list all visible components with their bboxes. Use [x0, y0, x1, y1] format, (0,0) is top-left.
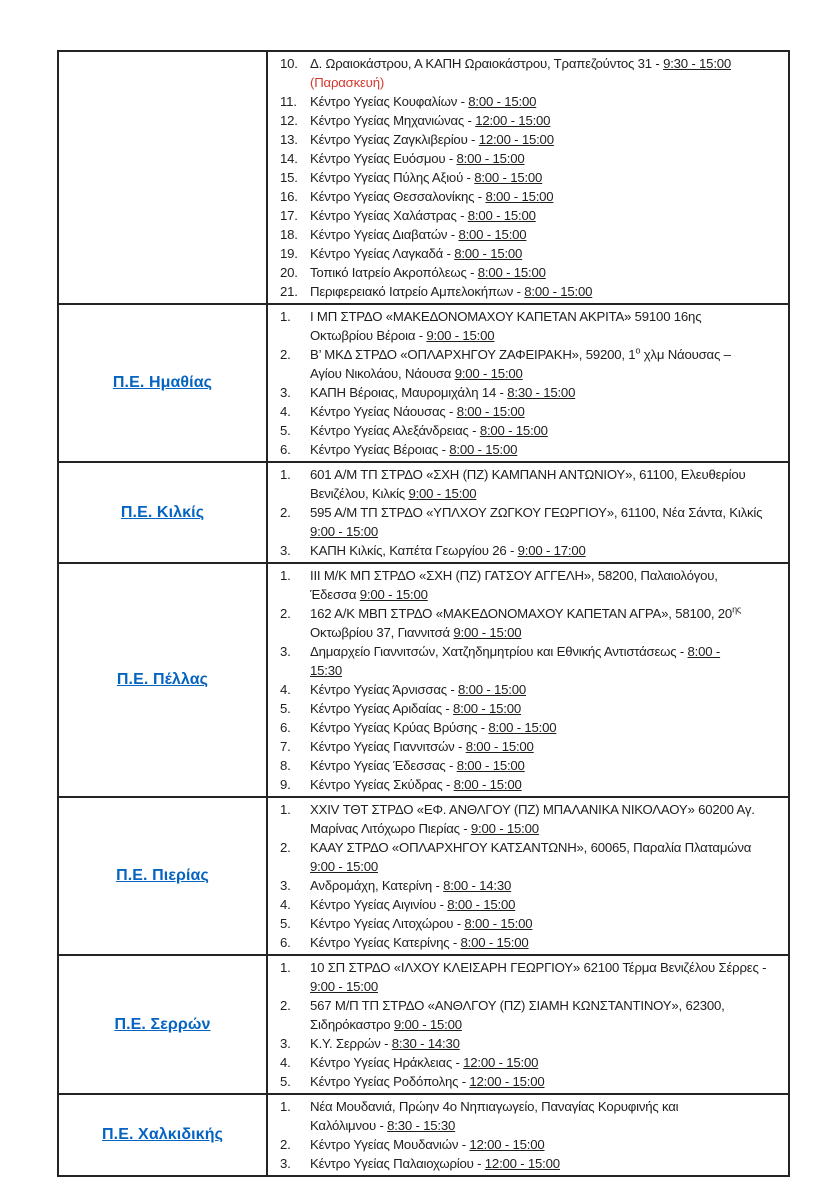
- location-list: [268, 52, 788, 303]
- item-number: 4.: [280, 1055, 291, 1070]
- region-link[interactable]: Π.Ε. Χαλκιδικής: [102, 1126, 223, 1143]
- location-text: Ι ΜΠ ΣΤΡΔΟ «ΜΑΚΕΔΟΝΟΜΑΧΟΥ ΚΑΠΕΤΑΝ ΑΚΡΙΤΑ» 59100 16ης: [310, 309, 702, 324]
- time-range: 8:00 - 15:00: [449, 442, 518, 457]
- list-item: [268, 92, 782, 111]
- location-text: Κέντρο Υγείας Κατερίνης -: [310, 935, 461, 950]
- location-text: Κέντρο Υγείας Κουφαλίων -: [310, 94, 469, 109]
- time-range: 9:00 - 15:00: [310, 524, 378, 539]
- list-item: [268, 914, 782, 933]
- time-range: 12:00 - 15:00: [484, 1156, 560, 1171]
- list-item: [268, 933, 782, 952]
- schedule-table: [57, 50, 790, 1177]
- time-range: 8:30 - 15:30: [387, 1118, 456, 1133]
- time-range: 9:00 - 15:00: [454, 366, 523, 381]
- ordinal-suffix: ης: [732, 604, 742, 615]
- time-range: 9:00 - 15:00: [310, 859, 378, 874]
- list-item: [268, 680, 782, 699]
- time-range: 8:00 - 15:00: [453, 777, 522, 792]
- list-item: [268, 383, 782, 402]
- location-text: Κ.Υ. Σερρών -: [310, 1036, 392, 1051]
- item-number: 3.: [280, 878, 291, 893]
- time-range: 9:00 - 15:00: [310, 979, 378, 994]
- item-number: 6.: [280, 935, 291, 950]
- time-range: 8:00 - 15:00: [458, 227, 527, 242]
- location-text: Κέντρο Υγείας Ηράκλειας -: [310, 1055, 464, 1070]
- location-list: [268, 463, 788, 562]
- region-cell: [59, 798, 268, 954]
- time-range: 12:00 - 15:00: [478, 132, 554, 147]
- region-cell: [59, 52, 268, 303]
- time-range: 9:00 - 15:00: [408, 486, 477, 501]
- list-item: [268, 642, 782, 680]
- location-text: Κέντρο Υγείας Θεσσαλονίκης -: [310, 189, 486, 204]
- location-text: Κέντρο Υγείας Λαγκαδά -: [310, 246, 455, 261]
- list-item: [268, 1034, 782, 1053]
- list-item: [268, 1072, 782, 1091]
- item-number: 10.: [280, 56, 298, 71]
- item-number: 2.: [280, 1137, 291, 1152]
- location-text: Δημαρχείο Γιαννιτσών, Χατζηδημητρίου και Εθνικής Αντιστάσεως -: [310, 644, 688, 659]
- list-item: [268, 775, 782, 794]
- location-text: Κέντρο Υγείας Διαβατών -: [310, 227, 459, 242]
- location-list: [268, 798, 788, 954]
- location-text: Κέντρο Υγείας Ευόσμου -: [310, 151, 457, 166]
- list-item: [268, 876, 782, 895]
- region-link[interactable]: Π.Ε. Ημαθίας: [112, 374, 213, 391]
- time-range: 8:00 - 15:00: [465, 739, 534, 754]
- time-range: 8:00 - 15:00: [456, 151, 525, 166]
- item-number: 2.: [280, 998, 291, 1013]
- list-item: [268, 282, 782, 301]
- item-number: 8.: [280, 758, 291, 773]
- location-text: 567 Μ/Π ΤΠ ΣΤΡΔΟ «ΑΝΘΛΓΟΥ (ΠΖ) ΣΙΑΜΗ ΚΩΝΣΤΑΝΤΙΝΟΥ», 62300,: [310, 998, 725, 1013]
- location-text: Έδεσσα: [310, 587, 360, 602]
- table-row: [59, 562, 788, 796]
- table-row: [59, 796, 788, 954]
- time-range: 8:30 - 15:00: [507, 385, 576, 400]
- time-range: 8:00 - 15:00: [488, 720, 557, 735]
- list-item: [268, 263, 782, 282]
- location-text: Κέντρο Υγείας Βέροιας -: [310, 442, 450, 457]
- location-text: ΚΑΑΥ ΣΤΡΔΟ «ΟΠΛΑΡΧΗΓΟΥ ΚΑΤΣΑΝΤΩΝΗ», 60065, Παραλία Πλαταμώνα: [310, 840, 752, 855]
- list-item: [268, 187, 782, 206]
- time-range: 9:00 - 15:00: [453, 625, 522, 640]
- location-list: [268, 564, 788, 796]
- time-range: 9:00 - 15:00: [470, 821, 539, 836]
- time-range: 8:00 - 15:00: [524, 284, 593, 299]
- time-range: 8:00 - 15:00: [479, 423, 548, 438]
- item-number: 3.: [280, 644, 291, 659]
- time-range: 8:00 - 15:00: [467, 208, 536, 223]
- list-item: [268, 244, 782, 263]
- table-row: [59, 1093, 788, 1175]
- item-number: 3.: [280, 1036, 291, 1051]
- item-number: 5.: [280, 1074, 291, 1089]
- item-number: 20.: [280, 265, 298, 280]
- list-item: [268, 996, 782, 1034]
- location-text: Οκτωβρίου Βέροια -: [310, 328, 427, 343]
- region-cell: [59, 463, 268, 562]
- time-range: 9:30 - 15:00: [663, 56, 732, 71]
- item-number: 5.: [280, 423, 291, 438]
- list-item: [268, 1135, 782, 1154]
- item-number: 21.: [280, 284, 298, 299]
- ordinal-suffix: ο: [635, 345, 641, 356]
- location-text: Σιδηρόκαστρο: [310, 1017, 394, 1032]
- region-link[interactable]: Π.Ε. Πιερίας: [116, 867, 209, 884]
- time-range: 8:00 -: [687, 644, 721, 659]
- item-number: 6.: [280, 720, 291, 735]
- item-number: 14.: [280, 151, 298, 166]
- list-item: [268, 1053, 782, 1072]
- location-text: 601 Α/Μ ΤΠ ΣΤΡΔΟ «ΣΧΗ (ΠΖ) ΚΑΜΠΑΝΗ ΑΝΤΩΝΙΟΥ», 61100, Ελευθερίου: [310, 467, 746, 482]
- item-number: 3.: [280, 385, 291, 400]
- time-range: 8:00 - 14:30: [443, 878, 512, 893]
- list-item: [268, 465, 782, 503]
- list-item: [268, 718, 782, 737]
- location-text: Κέντρο Υγείας Παλαιοχωρίου -: [310, 1156, 485, 1171]
- item-number: 15.: [280, 170, 298, 185]
- time-range: 8:30 - 14:30: [391, 1036, 460, 1051]
- time-range: 8:00 - 15:00: [453, 701, 522, 716]
- time-range: 15:30: [310, 663, 343, 678]
- location-text: χλμ Νάουσας –: [640, 347, 731, 362]
- item-number: 1.: [280, 309, 291, 324]
- list-item: [268, 737, 782, 756]
- time-range: 9:00 - 15:00: [359, 587, 428, 602]
- table-row: [59, 954, 788, 1093]
- location-text: ΚΑΠΗ Βέροιας, Μαυρομιχάλη 14 -: [310, 385, 508, 400]
- time-range: 8:00 - 15:00: [456, 758, 525, 773]
- list-item: [268, 54, 782, 92]
- location-text: Κέντρο Υγείας Ζαγκλιβερίου -: [310, 132, 479, 147]
- location-text: Κέντρο Υγείας Μηχανιώνας -: [310, 113, 476, 128]
- item-number: 12.: [280, 113, 298, 128]
- list-item: [268, 895, 782, 914]
- location-text: Κέντρο Υγείας Κρύας Βρύσης -: [310, 720, 489, 735]
- location-text: Κέντρο Υγείας Αιγινίου -: [310, 897, 448, 912]
- location-text: Κέντρο Υγείας Πύλης Αξιού -: [310, 170, 475, 185]
- list-item: [268, 800, 782, 838]
- item-number: 2.: [280, 347, 291, 362]
- location-list: [268, 305, 788, 461]
- item-number: 5.: [280, 916, 291, 931]
- list-item: [268, 756, 782, 775]
- location-text: Κέντρο Υγείας Σκύδρας -: [310, 777, 454, 792]
- item-number: 9.: [280, 777, 291, 792]
- time-range: 8:00 - 15:00: [460, 935, 529, 950]
- list-item: [268, 699, 782, 718]
- location-text: ΚΑΠΗ Κιλκίς, Καπέτα Γεωργίου 26 -: [310, 543, 518, 558]
- region-link[interactable]: Π.Ε. Σερρών: [114, 1015, 211, 1033]
- location-text: Κέντρο Υγείας Χαλάστρας -: [310, 208, 468, 223]
- item-number: 2.: [280, 606, 291, 621]
- list-item: [268, 1154, 782, 1173]
- region-cell: [59, 956, 268, 1093]
- list-item: [268, 440, 782, 459]
- time-range: 8:00 - 15:00: [464, 916, 533, 931]
- location-text: Καλόλιμνου -: [310, 1118, 388, 1133]
- location-text: Κέντρο Υγείας Νάουσας -: [310, 404, 457, 419]
- time-range: 8:00 - 15:00: [477, 265, 546, 280]
- time-range: 12:00 - 15:00: [463, 1055, 539, 1070]
- location-text: Κέντρο Υγείας Ροδόπολης -: [310, 1074, 470, 1089]
- table-row: [59, 303, 788, 461]
- time-range: 12:00 - 15:00: [469, 1074, 545, 1089]
- region-link[interactable]: Π.Ε. Πέλλας: [116, 671, 209, 688]
- list-item: [268, 503, 782, 541]
- day-note: (Παρασκευή): [310, 75, 385, 90]
- list-item: [268, 345, 782, 383]
- region-cell: [59, 1095, 268, 1175]
- item-number: 1.: [280, 1099, 291, 1114]
- region-cell: [59, 305, 268, 461]
- location-text: Κέντρο Υγείας Έδεσσας -: [310, 758, 457, 773]
- location-text: Κέντρο Υγείας Αριδαίας -: [310, 701, 454, 716]
- item-number: 1.: [280, 960, 291, 975]
- list-item: [268, 1097, 782, 1135]
- location-text: Ανδρομάχη, Κατερίνη -: [310, 878, 444, 893]
- time-range: 9:00 - 15:00: [393, 1017, 462, 1032]
- list-item: [268, 421, 782, 440]
- item-number: 13.: [280, 132, 298, 147]
- list-item: [268, 566, 782, 604]
- item-number: 3.: [280, 543, 291, 558]
- location-text: Κέντρο Υγείας Αλεξάνδρειας -: [310, 423, 480, 438]
- time-range: 12:00 - 15:00: [469, 1137, 545, 1152]
- location-text: Κέντρο Υγείας Λιτοχώρου -: [310, 916, 465, 931]
- item-number: 7.: [280, 739, 291, 754]
- time-range: 9:00 - 17:00: [517, 543, 586, 558]
- time-range: 9:00 - 15:00: [426, 328, 495, 343]
- list-item: [268, 225, 782, 244]
- item-number: 19.: [280, 246, 298, 261]
- location-text: Δ. Ωραιοκάστρου, Α ΚΑΠΗ Ωραιοκάστρου, Τραπεζούντος 31 -: [310, 56, 664, 71]
- list-item: [268, 130, 782, 149]
- location-text: Β’ ΜΚΔ ΣΤΡΔΟ «ΟΠΛΑΡΧΗΓΟΥ ΖΑΦΕΙΡΑΚΗ», 59200, 1: [310, 347, 636, 362]
- item-number: 5.: [280, 701, 291, 716]
- time-range: 8:00 - 15:00: [468, 94, 537, 109]
- location-text: 10 ΣΠ ΣΤΡΔΟ «ΙΛΧΟΥ ΚΛΕΙΣΑΡΗ ΓΕΩΡΓΙΟΥ» 62100 Τέρμα Βενιζέλου Σέρρες -: [310, 960, 767, 975]
- list-item: [268, 541, 782, 560]
- location-text: Οκτωβρίου 37, Γιαννιτσά: [310, 625, 454, 640]
- location-text: Τοπικό Ιατρείο Ακροπόλεως -: [310, 265, 478, 280]
- list-item: [268, 604, 782, 642]
- item-number: 4.: [280, 897, 291, 912]
- time-range: 8:00 - 15:00: [474, 170, 543, 185]
- item-number: 16.: [280, 189, 298, 204]
- location-text: ΙΙΙ Μ/Κ ΜΠ ΣΤΡΔΟ «ΣΧΗ (ΠΖ) ΓΑΤΣΟΥ ΑΓΓΕΛΗ», 58200, Παλαιολόγου,: [310, 568, 718, 583]
- item-number: 6.: [280, 442, 291, 457]
- time-range: 8:00 - 15:00: [447, 897, 516, 912]
- list-item: [268, 111, 782, 130]
- location-text: XXIV ΤΘΤ ΣΤΡΔΟ «ΕΦ. ΑΝΘΛΓΟΥ (ΠΖ) ΜΠΑΛΑΝΙΚΑ ΝΙΚΟΛΑΟΥ» 60200 Αγ.: [310, 802, 755, 817]
- location-list: [268, 956, 788, 1093]
- list-item: [268, 838, 782, 876]
- location-text: Κέντρο Υγείας Γιαννιτσών -: [310, 739, 466, 754]
- list-item: [268, 402, 782, 421]
- list-item: [268, 149, 782, 168]
- location-text: Νέα Μουδανιά, Πρώην 4ο Νηπιαγωγείο, Παναγίας Κορυφινής και: [310, 1099, 679, 1114]
- region-cell: [59, 564, 268, 796]
- location-text: 162 Α/Κ ΜΒΠ ΣΤΡΔΟ «ΜΑΚΕΔΟΝΟΜΑΧΟΥ ΚΑΠΕΤΑΝ ΑΓΡΑ», 58100, 20: [310, 606, 733, 621]
- item-number: 4.: [280, 404, 291, 419]
- item-number: 17.: [280, 208, 298, 223]
- item-number: 4.: [280, 682, 291, 697]
- item-number: 18.: [280, 227, 298, 242]
- table-row: [59, 52, 788, 303]
- location-text: Μαρίνας Λιτόχωρο Πιερίας -: [310, 821, 471, 836]
- time-range: 8:00 - 15:00: [454, 246, 523, 261]
- location-text: Περιφερειακό Ιατρείο Αμπελοκήπων -: [310, 284, 525, 299]
- item-number: 2.: [280, 840, 291, 855]
- location-text: Βενιζέλου, Κιλκίς: [310, 486, 409, 501]
- location-text: 595 Α/Μ ΤΠ ΣΤΡΔΟ «ΥΠΛΧΟΥ ΖΩΓΚΟΥ ΓΕΩΡΓΙΟΥ», 61100, Νέα Σάντα, Κιλκίς: [310, 505, 763, 520]
- list-item: [268, 307, 782, 345]
- time-range: 8:00 - 15:00: [458, 682, 527, 697]
- list-item: [268, 206, 782, 225]
- list-item: [268, 958, 782, 996]
- table-row: [59, 461, 788, 562]
- location-text: Κέντρο Υγείας Μουδανιών -: [310, 1137, 470, 1152]
- time-range: 12:00 - 15:00: [475, 113, 551, 128]
- location-text: Κέντρο Υγείας Άρνισσας -: [310, 682, 459, 697]
- time-range: 8:00 - 15:00: [485, 189, 554, 204]
- location-list: [268, 1095, 788, 1175]
- list-item: [268, 168, 782, 187]
- item-number: 3.: [280, 1156, 291, 1171]
- item-number: 1.: [280, 568, 291, 583]
- item-number: 1.: [280, 467, 291, 482]
- item-number: 1.: [280, 802, 291, 817]
- time-range: 8:00 - 15:00: [456, 404, 525, 419]
- location-text: Αγίου Νικολάου, Νάουσα: [310, 366, 455, 381]
- item-number: 11.: [280, 94, 297, 109]
- region-link[interactable]: Π.Ε. Κιλκίς: [120, 503, 205, 521]
- item-number: 2.: [280, 505, 291, 520]
